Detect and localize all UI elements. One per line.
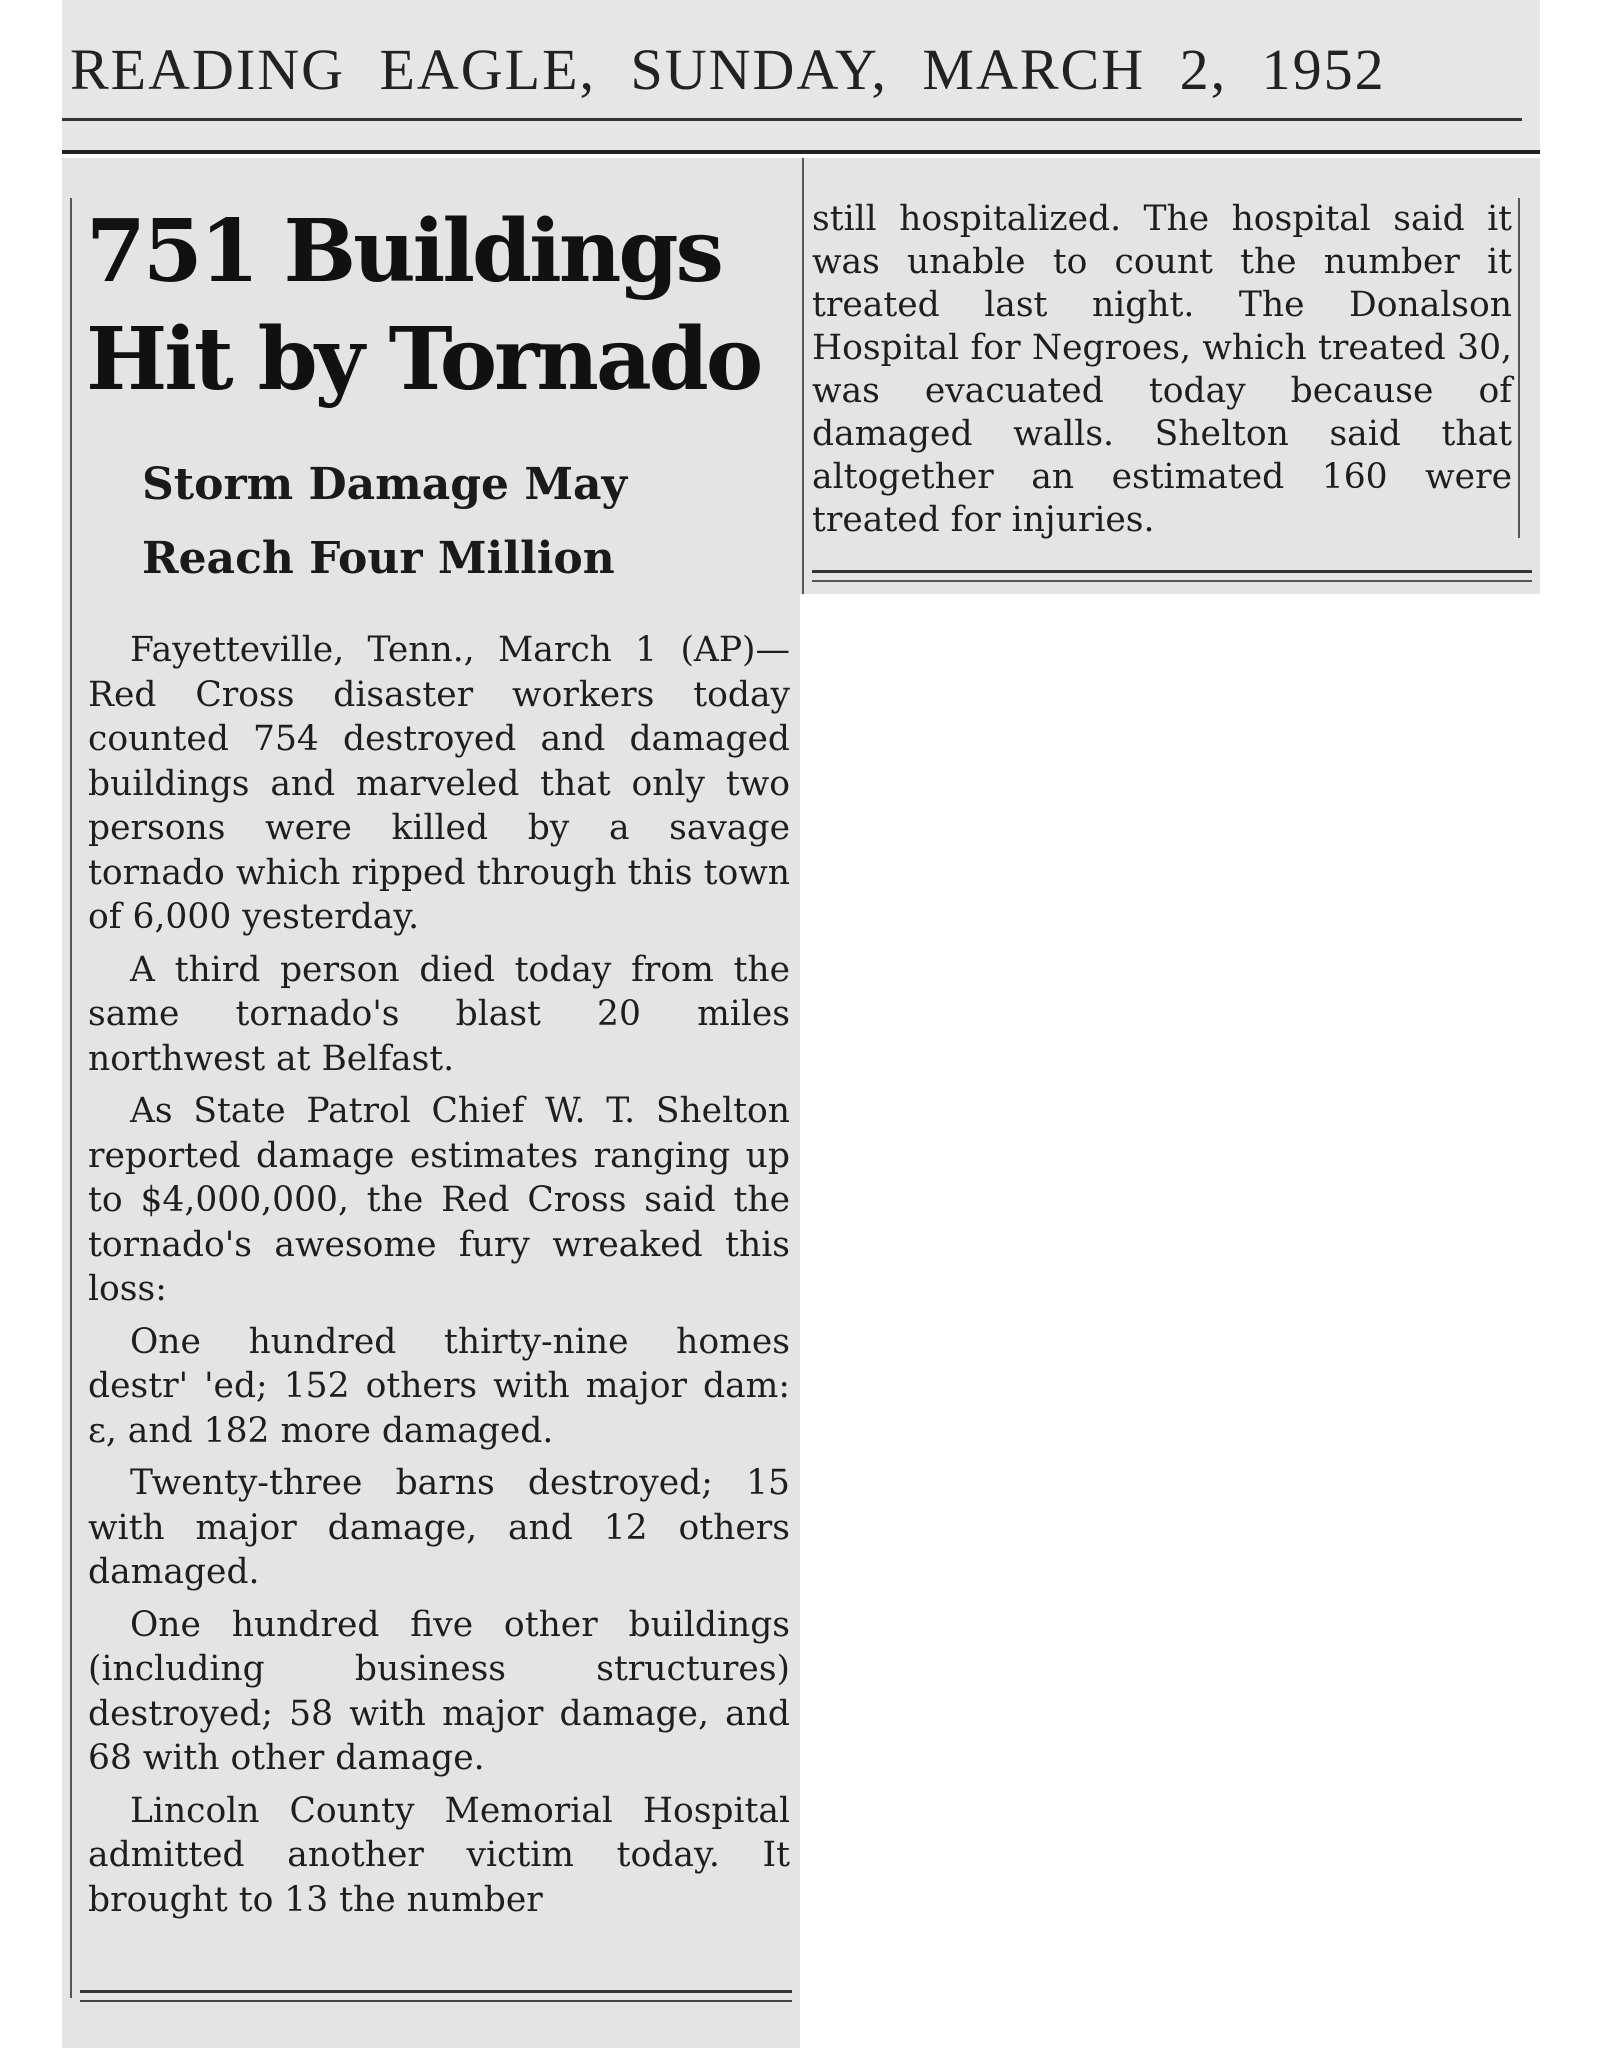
article-column-left <box>62 158 800 2048</box>
column-rule <box>1518 198 1520 538</box>
column-end-rule <box>812 570 1532 573</box>
masthead <box>62 0 1540 150</box>
masthead-rule <box>62 118 1522 121</box>
paragraph: One hundred thirty-nine homes destr' 'ed; 152 others with major dam: ε, and 182 more damaged. <box>88 1321 790 1451</box>
column-rule <box>70 198 72 1998</box>
column-end-rule <box>80 1990 792 1993</box>
masthead-text: READING EAGLE, SUNDAY, MARCH 2, 1952 <box>70 37 1386 102</box>
masthead-rule <box>62 150 1540 154</box>
paragraph: Twenty-three barns destroyed; 15 with major damage, and 12 others damaged. <box>88 1463 790 1592</box>
paragraph: As State Patrol Chief W. T. Shelton reported damage estimates ranging up to $4,000,000, the Red Cross said the tornado's awesome fury wreaked this loss: <box>88 1091 790 1309</box>
paragraph: still hospitalized. The hospital said it was unable to count the number it treated last night. The Donalson Hospital for Negroes, which treated 30, was evacuated today because of damaged walls. Shelton said that altogether an estimated 160 were treated for injuries. <box>812 199 1512 540</box>
article-body-left <box>88 628 790 1930</box>
column-rule <box>802 158 804 594</box>
paragraph: Lincoln County Memorial Hospital admitted another victim today. It brought to 13 the number <box>88 1790 790 1920</box>
article-body-right <box>812 198 1512 542</box>
headline: 751 Buildings Hit by Tornado <box>86 201 761 410</box>
paragraph: Fayetteville, Tenn., March 1 (AP)—Red Cross disaster workers today counted 754 destroyed and damaged buildings and marveled that only two persons were killed by a savage tornado which ripped through this town of 6,000 yesterday. <box>88 630 790 937</box>
column-end-rule <box>812 580 1532 582</box>
paragraph: A third person died today from the same tornado's blast 20 miles northwest at Belfast. <box>88 949 790 1079</box>
article-column-right <box>800 158 1540 594</box>
newspaper-clipping <box>62 0 1540 2071</box>
column-end-rule <box>80 2000 792 2002</box>
paragraph: One hundred five other buildings (including business structures) destroyed; 58 with major damage, and 68 with other damage. <box>88 1604 790 1778</box>
subheadline: Storm Damage May Reach Four Million <box>142 459 628 584</box>
